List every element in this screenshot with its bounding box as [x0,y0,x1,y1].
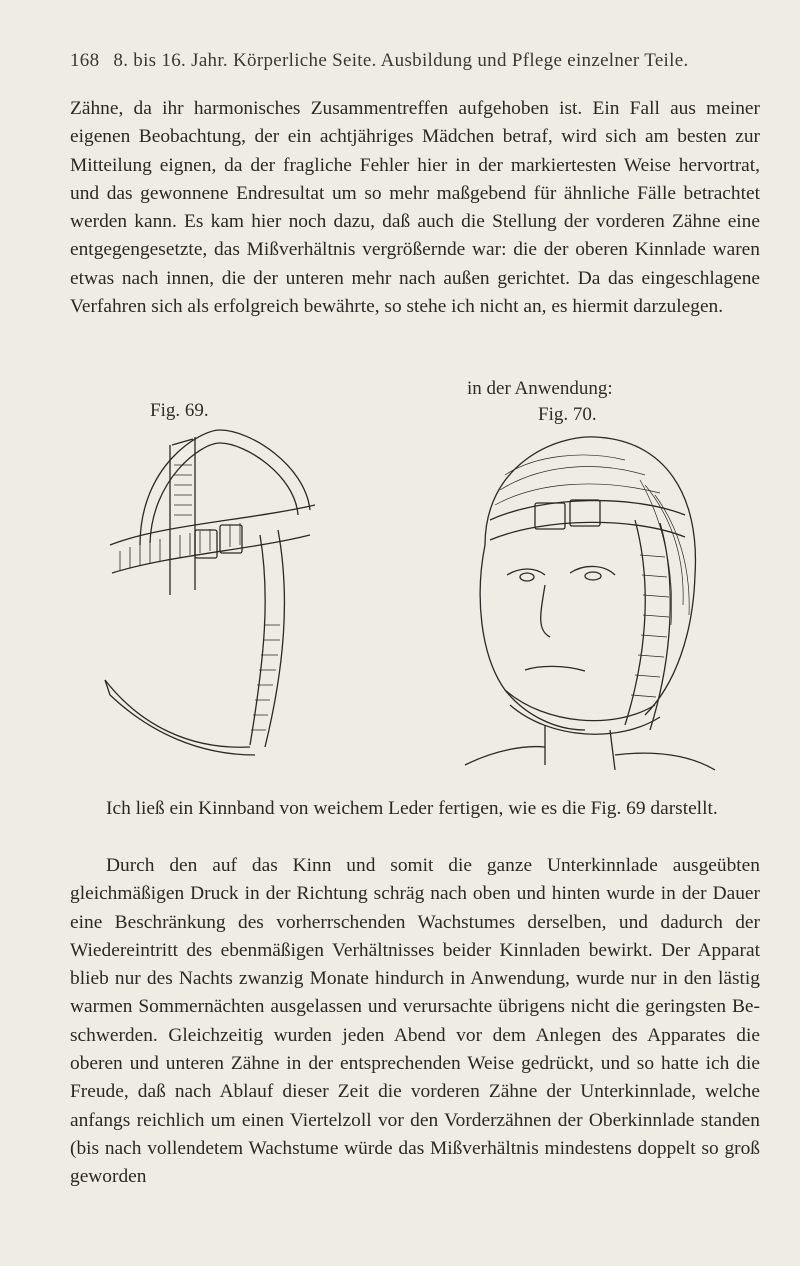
running-title: 8. bis 16. Jahr. Körperliche Seite. Ausbildung und Pflege einzelner Teile. [113,50,689,71]
paragraph-chin-strap: Ich ließ ein Kinnband von weichem Leder fertigen, wie es die Fig. 69 darstellt. [106,798,718,819]
running-header [70,50,760,72]
fig-70-apparatus-in-use-illustration [445,425,720,775]
page-number: 168 [70,50,100,71]
paragraph-treatment: Durch den auf das Kinn und somit die ganze Unterkinnlade ausgeübten gleichmäßigen Druck in der Richtung schräg nach oben und hinten wurde in der Dauer eine Beschränkung des vorherrschenden Wachstumes derselben, und dadurch der Wiedereintritt des ebenmäßigen Verhältnisses beider Kinnladen bewirkt. Der Apparat blieb nur des Nachts zwanzig Monate hindurch in Anwendung, wurde nur in den lästig warmen Sommernächten ausgelassen und verursachte übrigens nicht die geringsten Beschwerden. Gleichzeitig wurden jeden Abend vor dem Anlegen des Apparates die oberen und unteren Zähne in der entsprechenden Weise gedrückt, und so hatte ich die Freude, daß nach Ablauf dieser Zeit die vorderen Zähne der Unterkinnlade, welche anfangs reichlich um einen Viertelzoll vor den Vorderzähnen der Oberkinnlade standen (bis nach vollendetem Wachstume würde das Mißverhältnis mindestens doppelt so groß geworden [70,855,760,1188]
fig-69-chin-strap-illustration [100,425,330,765]
fig-70-caption: Fig. 70. [538,404,597,425]
paragraph-intro: Zähne, da ihr harmonisches Zusammentreffen aufgehoben ist. Ein Fall aus meiner eigenen Beobachtung, der ein achtjähriges Mädchen betraf, wird sich am besten zur Mitteilung eignen, da der fragliche Fehler hier in der markiertesten Weise hervortrat, und das gewonnene Endresultat um so mehr maßgebend für ähnliche Fälle betrachtet werden kann. Es kam hier noch dazu, daß auch die Stellung der vorderen Zähne eine entgegengesetzte, das Mißverhältnis vergrößernde war: die der oberen Kinnlade waren etwas nach innen, die der unteren mehr nach außen gerichtet. Da das eingeschlagene Verfahren sich als erfolgreich bewährte, so stehe ich nicht an, es hiermit darzulegen. [70,98,760,318]
fig-70-caption-top: in der Anwendung: [467,378,613,399]
fig-69-caption: Fig. 69. [150,400,209,421]
